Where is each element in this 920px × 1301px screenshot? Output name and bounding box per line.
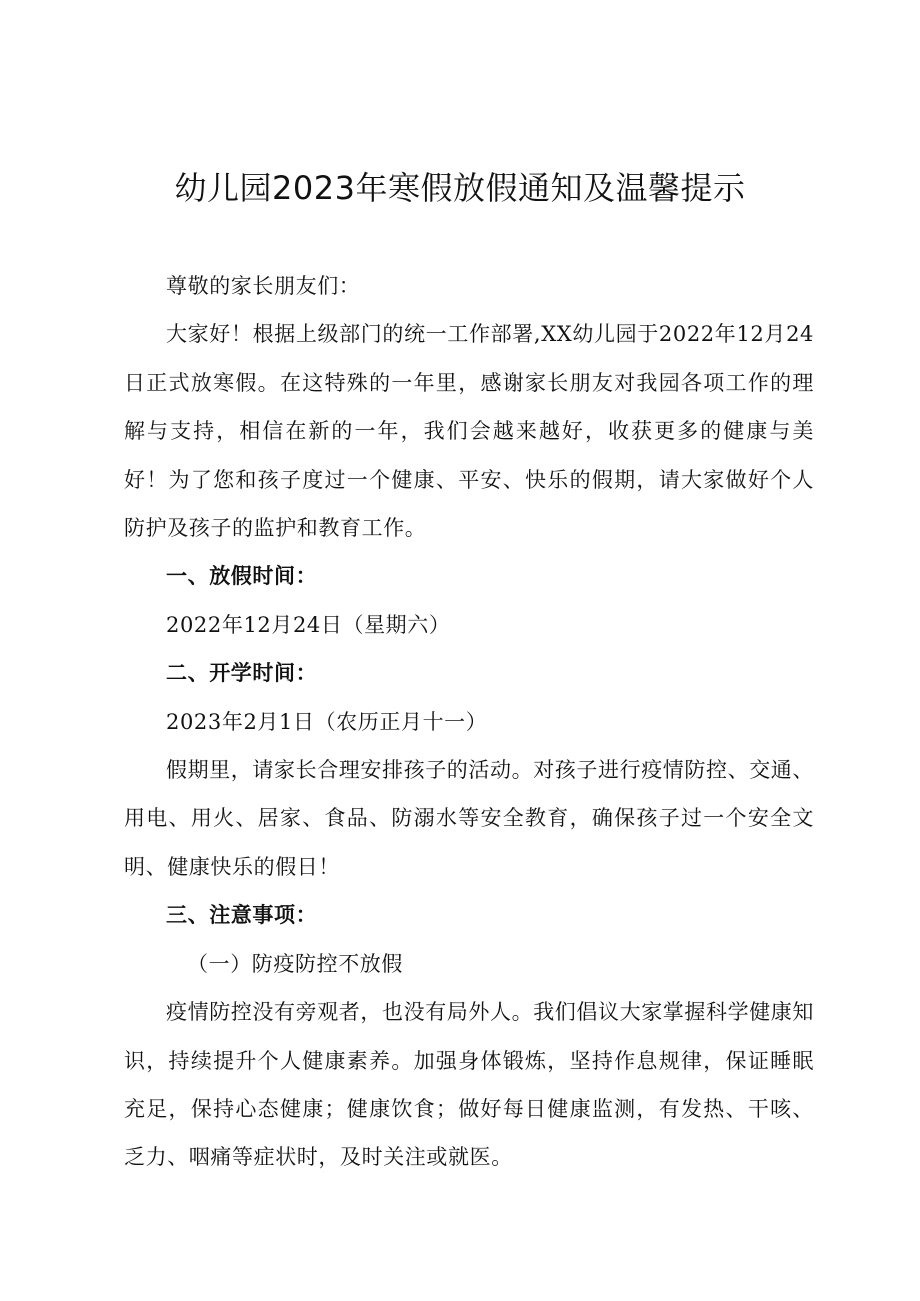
intro-paragraph: 大家好！根据上级部门的统一工作部署,XX幼儿园于2022年12月24日正式放寒假。在这特殊的一年里，感谢家长朋友对我园各项工作的理解与支持，相信在新的一年，我们会越来越好，收获更多的健康与美好！为了您和孩子度过一个健康、平安、快乐的假期，请大家做好个人防护及孩子的监护和教育工作。	[124, 322, 814, 541]
section-2-content: 2023年2月1日（农历正月十一）	[166, 709, 488, 734]
section-3-heading: 三、注意事项：	[166, 903, 318, 928]
section-2-heading: 二、开学时间：	[166, 661, 318, 686]
holiday-note-paragraph: 假期里，请家长合理安排孩子的活动。对孩子进行疫情防控、交通、用电、用火、居家、食品、防溺水等安全教育，确保孩子过一个安全文明、健康快乐的假日！	[124, 758, 814, 879]
document-title: 幼儿园2023年寒假放假通知及温馨提示	[174, 169, 746, 207]
section-1-content: 2022年12月24日（星期六）	[166, 612, 451, 637]
section-1-heading: 一、放假时间：	[166, 564, 318, 589]
salutation: 尊敬的家长朋友们：	[166, 274, 361, 298]
section-3-subheading: （一）防疫防控不放假	[187, 951, 403, 976]
section-3-content: 疫情防控没有旁观者，也没有局外人。我们倡议大家掌握科学健康知识，持续提升个人健康素养。加强身体锻炼，坚持作息规律，保证睡眠充足，保持心态健康；健康饮食；做好每日健康监测，有发热、干咳、乏力、咽痛等症状时，及时关注或就医。	[124, 1000, 814, 1170]
document-body	[124, 262, 814, 1182]
